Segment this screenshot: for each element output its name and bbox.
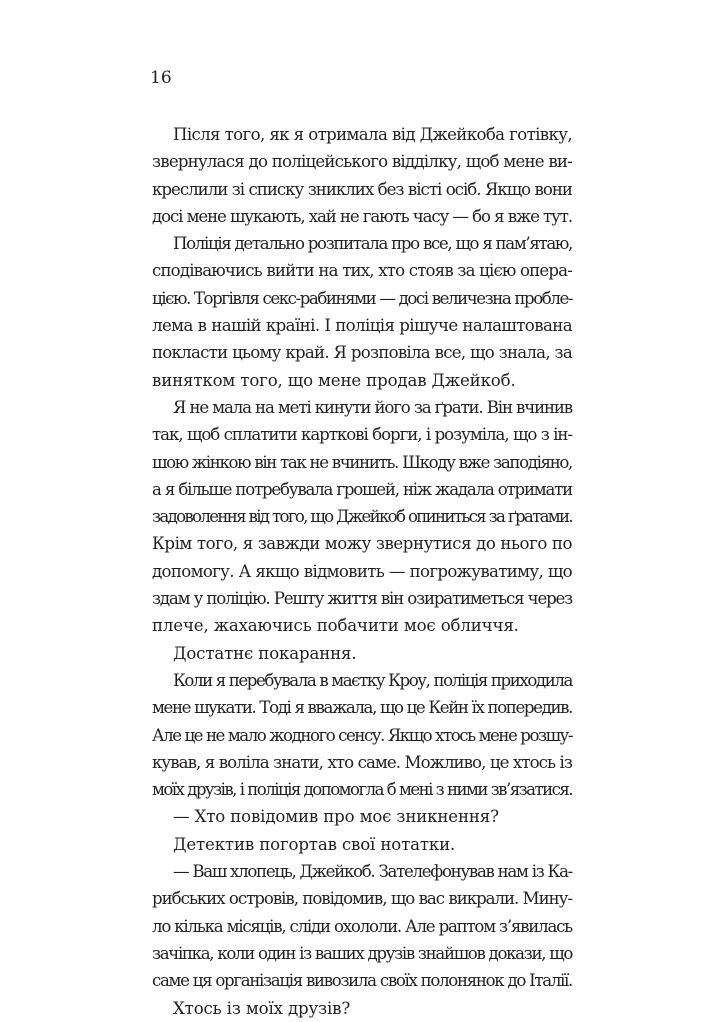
text-line: сподіваючись вийти на тих, хто стояв за цією опера- xyxy=(152,261,572,281)
text-line: плече, жахаючись побачити моє обличчя. xyxy=(152,616,519,636)
text-line: лема в нашій країні. І поліція рішуче налаштована xyxy=(152,316,572,336)
text-line: Хтось із моїх друзів? xyxy=(173,998,351,1018)
text-line: Поліція детально розпитала про все, що я пам’ятаю, xyxy=(173,234,572,254)
text-line: саме ця організація вивозила своїх полонянок до Італії. xyxy=(152,971,572,991)
text-line: Після того, як я отримала від Джейкоба готівку, xyxy=(173,125,572,144)
text-line: допомогу. А якщо відмовить — погрожуватиму, що xyxy=(152,561,572,581)
text-line: шою жінкою він так не вчинить. Шкоду вже заподіяно, xyxy=(152,452,572,472)
text-line: а я більше потребувала грошей, ніж жадала отримати xyxy=(152,479,572,499)
text-line: досі мене шукають, хай не гають часу — бо я вже тут. xyxy=(152,206,572,226)
text-line: Детектив погортав свої нотатки. xyxy=(173,834,456,854)
text-line: Але це не мало жодного сенсу. Якщо хтось мене розшу- xyxy=(152,725,572,745)
text-line: Крім того, я завжди можу звернутися до нього по xyxy=(152,534,572,554)
text-line: звернулася до поліцейського відділку, щоб мене ви- xyxy=(152,152,572,172)
text-line: зачіпка, коли один із ваших друзів знайшов докази, що xyxy=(152,943,572,963)
text-line: мене шукати. Тоді я вважала, що це Кейн їх попередив. xyxy=(152,698,572,718)
text-line: ло кілька місяців, сліди охололи. Але раптом з’явилась xyxy=(152,916,572,936)
text-line: кував, я воліла знати, хто саме. Можливо, це хтось із xyxy=(152,752,572,772)
text-line: винятком того, що мене продав Джейкоб. xyxy=(152,370,516,390)
text-line: так, щоб сплатити карткові борги, і розуміла, що з ін- xyxy=(152,425,572,445)
text-line: цією. Торгівля секс-рабинями — досі величезна пробле- xyxy=(152,288,572,308)
text-line: моїх друзів, і поліція допомогла б мені з ними зв’язатися. xyxy=(152,780,572,800)
text-line: задоволення від того, що Джейкоб опиниться за ґратами. xyxy=(152,507,572,527)
text-line: Коли я перебувала в маєтку Кроу, поліція приходила xyxy=(173,670,572,690)
text-line: здам у поліцію. Решту життя він озиратиметься через xyxy=(152,589,572,609)
text-line: Я не мала на меті кинути його за ґрати. Він вчинив xyxy=(173,397,572,417)
body-text xyxy=(152,121,572,1022)
text-line: покласти цьому край. Я розповіла все, що знала, за xyxy=(152,343,572,363)
text-line: — Хто повідомив про моє зникнення? xyxy=(173,807,499,827)
text-line: — Ваш хлопець, Джейкоб. Зателефонував нам із Ка- xyxy=(173,862,572,882)
text-line: креслили зі списку зниклих без вісті осіб. Якщо вони xyxy=(152,179,572,199)
page-number: 16 xyxy=(150,68,172,88)
text-line: Достатнє покарання. xyxy=(173,643,357,663)
text-line: рибських островів, повідомив, що вас викрали. Мину- xyxy=(152,889,572,909)
